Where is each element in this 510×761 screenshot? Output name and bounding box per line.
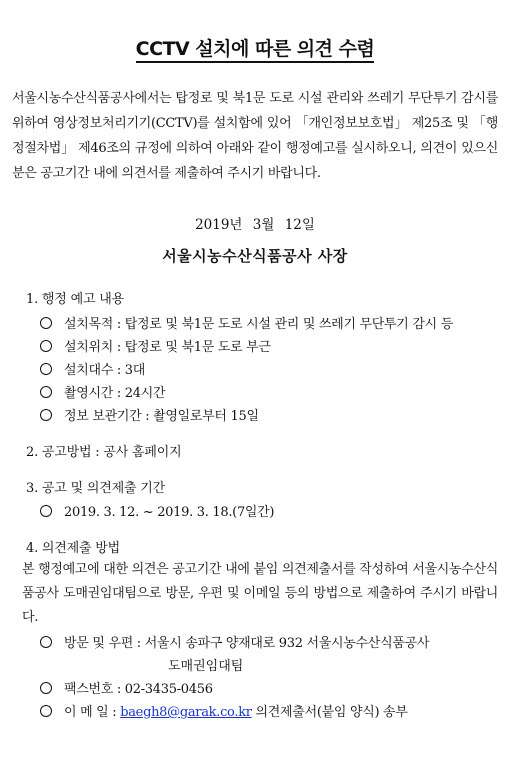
circle-bullet-icon <box>40 340 52 352</box>
circle-bullet-icon <box>40 682 52 694</box>
circle-bullet-icon <box>40 386 52 398</box>
circle-bullet-icon <box>40 636 52 648</box>
circle-bullet-icon <box>40 505 52 517</box>
list-item: 정보 보관기간 : 촬영일로부터 15일 <box>40 405 259 424</box>
circle-bullet-icon <box>40 409 52 421</box>
visit-line-2: 도매권임대팀 <box>168 659 244 674</box>
list-item: 촬영시간 : 24시간 <box>40 382 165 401</box>
circle-bullet-icon <box>40 363 52 375</box>
section-1-heading: 1. 행정 예고 내용 <box>26 292 124 307</box>
list-item: 설치목적 : 탑정로 및 북1문 도로 시설 관리 및 쓰레기 무단투기 감시 등 <box>40 313 453 332</box>
list-item: 2019. 3. 12. ~ 2019. 3. 18.(7일간) <box>40 501 274 520</box>
signatory: 서울시농수산식품공사 사장 <box>162 247 348 265</box>
section-4-heading: 4. 의견제출 방법 <box>26 541 121 556</box>
document-title: CCTV 설치에 따른 의견 수렴 <box>0 34 510 61</box>
list-item-fax: 팩스번호 : 02-3435-0456 <box>40 678 213 697</box>
notice-date: 2019년 3월 12일 <box>195 217 315 233</box>
email-link[interactable]: baegh8@garak.co.kr <box>120 705 252 720</box>
section-2-heading: 2. 공고방법 : 공사 홈페이지 <box>26 445 182 460</box>
list-item-email: 이 메 일 : baegh8@garak.co.kr 의견제출서(붙임 양식) 송부 <box>40 701 408 720</box>
submission-paragraph: 본 행정예고에 대한 의견은 공고기간 내에 붙임 의견제출서를 작성하여 서울시농수산식품공사 도매권임대팀으로 방문, 우편 및 이메일 등의 방법으로 제출하여 주시기 바랍니다. <box>22 562 498 625</box>
list-item: 설치대수 : 3대 <box>40 359 145 378</box>
list-item: 설치위치 : 탑정로 및 북1문 도로 부근 <box>40 336 271 355</box>
circle-bullet-icon <box>40 705 52 717</box>
intro-paragraph: 서울시농수산식품공사에서는 탑정로 및 북1문 도로 시설 관리와 쓰레기 무단투기 감시를 위하여 영상정보처리기기(CCTV)를 설치함에 있어 「개인정보보호법」 제25조 및 「행정절차법」 제46조의 규정에 의하여 아래와 같이 행정예고를 실시하오니, 의견이 있으신 분은 공고기간 내에 의견서를 제출하여 주시기 바랍니다. <box>12 91 498 181</box>
list-item-visit: 방문 및 우편 : 서울시 송파구 양재대로 932 서울시농수산식품공사 <box>40 632 429 651</box>
section-3-heading: 3. 공고 및 의견제출 기간 <box>26 481 165 496</box>
circle-bullet-icon <box>40 317 52 329</box>
